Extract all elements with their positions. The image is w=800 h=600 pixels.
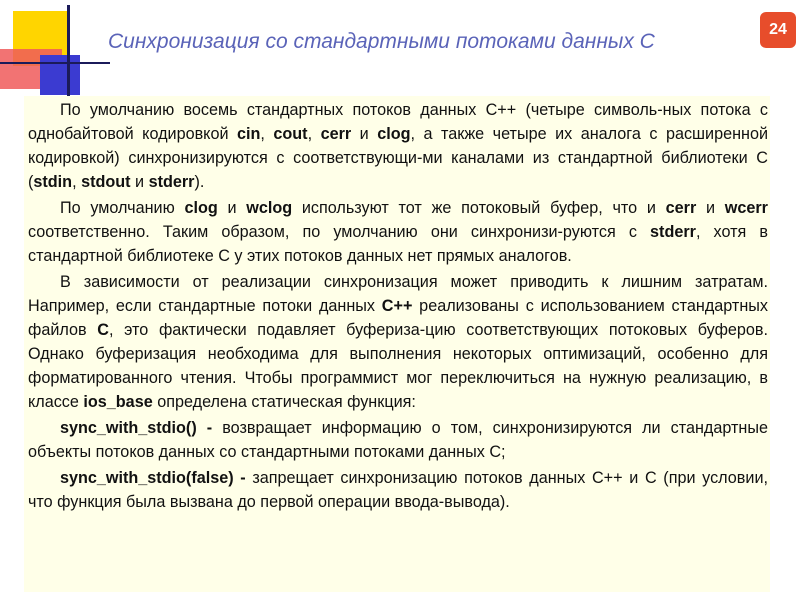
keyword: clog	[184, 199, 218, 217]
keyword: С++	[381, 297, 413, 315]
text: , это фактически подавляет буфериза-цию соответствующих потоковых буферов. Однако буферизация необходима для выполнения некоторых оптимизаций, особенно для форматированного чтения. Чтобы программист мог переключиться на нужную реализацию, в классе	[28, 321, 768, 411]
paragraph-1	[28, 98, 768, 194]
text: , хотя в стандартной библиотеке С у этих потоков данных нет прямых аналогов.	[28, 223, 768, 265]
text: ,	[260, 125, 274, 143]
function-name: sync_with_stdio() -	[60, 419, 213, 437]
keyword: stderr	[148, 173, 195, 191]
text: ).	[194, 173, 205, 191]
text: запрещает синхронизацию потоков данных С++ и С (при условии, что функция была вызвана до первой операции ввода-вывода).	[28, 469, 768, 511]
slide-title: Синхронизация со стандартными потоками данных С	[108, 30, 655, 53]
keyword: cerr	[320, 125, 352, 143]
keyword: wclog	[246, 199, 293, 217]
text: соответственно. Таким образом, по умолчанию они синхронизи-руются с	[28, 223, 651, 241]
text: и	[351, 125, 378, 143]
paragraph-5	[28, 466, 768, 514]
text: По умолчанию	[60, 199, 185, 217]
text: реализованы с использованием стандартных файлов	[28, 297, 768, 339]
keyword: stdout	[81, 173, 131, 191]
keyword: cin	[237, 125, 261, 143]
text: и	[696, 199, 725, 217]
text: В зависимости от реализации синхронизация может приводить к лишним затратам. Например, если стандартные потоки данных	[28, 273, 768, 315]
paragraph-4	[28, 416, 768, 464]
text: и	[130, 173, 149, 191]
slide-number-badge: 24	[760, 12, 796, 48]
paragraph-3	[28, 270, 768, 414]
text: и	[217, 199, 247, 217]
keyword: С	[97, 321, 109, 339]
keyword: cerr	[665, 199, 697, 217]
decor-vertical-line	[67, 5, 70, 100]
text: используют тот же потоковый буфер, что и	[292, 199, 666, 217]
text: ,	[307, 125, 321, 143]
text: ,	[72, 173, 82, 191]
keyword: ios_base	[83, 393, 153, 411]
paragraph-2	[28, 196, 768, 268]
content-box	[24, 96, 770, 592]
keyword: clog	[377, 125, 411, 143]
decor-blue-square	[40, 55, 80, 95]
text: По умолчанию восемь стандартных потоков данных С++ (четыре символь-ных потока с однобайтовой кодировкой	[28, 101, 768, 143]
decor-horizontal-line	[0, 62, 110, 64]
text: возвращает информацию о том, синхронизируются ли стандартные объекты потоков данных со стандартными потоками данных С;	[28, 419, 768, 461]
keyword: stdin	[33, 173, 73, 191]
function-name: sync_with_stdio(false) -	[60, 469, 246, 487]
text: определена статическая функция:	[152, 393, 416, 411]
text: , а также четыре их аналога с расширенной кодировкой) синхронизируются с соответствующи-ми каналами из стандартной библиотеки С (	[28, 125, 769, 191]
keyword: stderr	[650, 223, 696, 241]
keyword: wcerr	[724, 199, 768, 217]
keyword: cout	[273, 125, 308, 143]
